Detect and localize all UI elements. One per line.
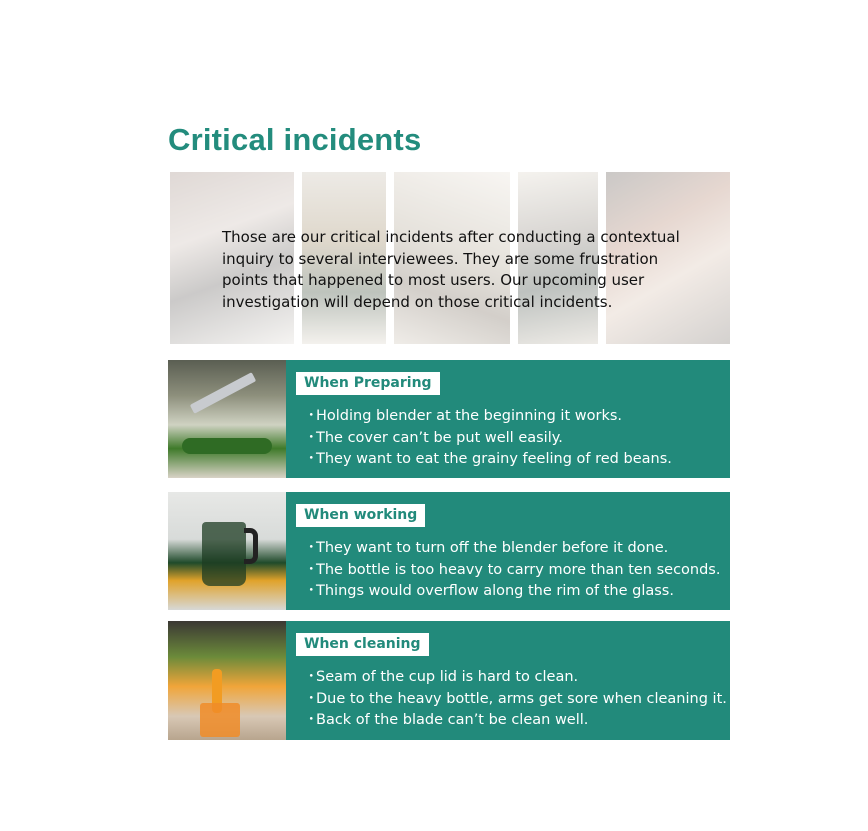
greens-illustration <box>182 438 272 454</box>
preparing-photo <box>168 360 286 478</box>
section-label: When cleaning <box>296 633 429 656</box>
bullet-icon: ・ <box>304 429 319 446</box>
incident-list <box>304 538 720 603</box>
cleaning-photo <box>168 621 286 740</box>
section-when-preparing <box>168 360 730 478</box>
list-item <box>304 428 672 450</box>
bullet-icon: ・ <box>304 540 319 556</box>
blender-handle-illustration <box>244 528 258 564</box>
section-when-cleaning <box>168 621 730 740</box>
list-item <box>304 538 720 560</box>
section-label: When Preparing <box>296 372 440 395</box>
section-panel <box>286 492 730 610</box>
glass-illustration <box>200 703 240 737</box>
incident-list <box>304 667 727 732</box>
section-panel <box>286 360 730 478</box>
bullet-icon: ・ <box>304 669 319 685</box>
list-item-text: Things would overflow along the rim of the glass. <box>316 583 674 599</box>
bullet-icon: ・ <box>304 690 319 707</box>
incident-list <box>304 406 672 471</box>
bullet-icon: ・ <box>304 451 319 467</box>
list-item <box>304 667 727 689</box>
list-item-text: Due to the heavy bottle, arms get sore when cleaning it. <box>316 690 727 707</box>
list-item-text: The bottle is too heavy to carry more than ten seconds. <box>316 561 721 578</box>
intro-paragraph: Those are our critical incidents after conducting a contextual inquiry to several interviewees. They are some frustration points that happened to most users. Our upcoming user investigation will depend on those critical incidents. <box>222 228 680 311</box>
list-item <box>304 449 672 471</box>
bullet-icon: ・ <box>304 583 319 599</box>
list-item-text: They want to eat the grainy feeling of red beans. <box>316 451 672 467</box>
bullet-icon: ・ <box>304 408 319 424</box>
list-item <box>304 689 727 711</box>
blender-illustration <box>202 522 246 586</box>
list-item-text: Back of the blade can’t be clean well. <box>316 712 589 728</box>
section-when-working <box>168 492 730 610</box>
photo-collage <box>170 172 730 344</box>
list-item-text: The cover can’t be put well easily. <box>316 429 563 446</box>
section-panel <box>286 621 730 740</box>
list-item <box>304 710 727 732</box>
list-item-text: Holding blender at the beginning it works. <box>316 408 623 424</box>
page-title: Critical incidents <box>168 122 422 157</box>
list-item-text: They want to turn off the blender before it done. <box>316 540 669 556</box>
list-item <box>304 581 720 603</box>
list-item <box>304 406 672 428</box>
list-item <box>304 560 720 582</box>
bullet-icon: ・ <box>304 712 319 728</box>
working-photo <box>168 492 286 610</box>
list-item-text: Seam of the cup lid is hard to clean. <box>316 669 579 685</box>
knife-illustration <box>190 372 257 414</box>
section-label: When working <box>296 504 425 527</box>
bullet-icon: ・ <box>304 561 319 578</box>
